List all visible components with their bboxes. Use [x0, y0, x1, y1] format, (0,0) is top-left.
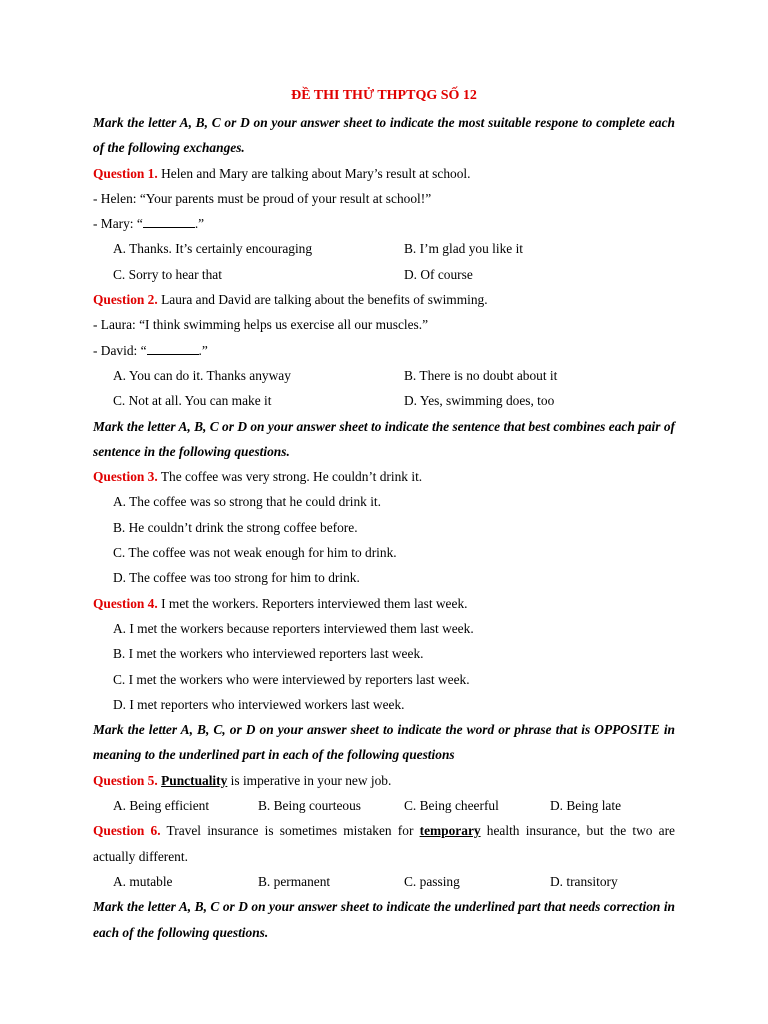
question-3-text: The coffee was very strong. He couldn’t drink it. — [160, 469, 423, 485]
answer-blank — [143, 215, 195, 228]
question-5-options-row — [93, 793, 675, 818]
question-1-options-row-2 — [93, 262, 675, 287]
question-6-stem — [93, 818, 675, 869]
question-5-label: Question 5. — [93, 772, 158, 788]
option-b[interactable]: B. permanent — [258, 873, 331, 889]
option-c[interactable]: C. I met the workers who were interviewed by reporters last week. — [113, 671, 470, 687]
option-a[interactable]: A. The coffee was so strong that he could drink it. — [113, 494, 382, 510]
option-d[interactable]: D. Being late — [550, 798, 622, 814]
option-b[interactable]: B. There is no doubt about it — [404, 367, 558, 383]
option-c[interactable]: C. The coffee was not weak enough for him to drink. — [113, 545, 397, 561]
answer-blank — [147, 342, 199, 355]
option-d[interactable]: D. Yes, swimming does, too — [404, 393, 555, 409]
option-c[interactable]: C. Sorry to hear that — [113, 266, 222, 282]
exam-title: ĐỀ THI THỬ THPTQG SỐ 12 — [291, 88, 477, 103]
question-2-stem — [93, 287, 675, 312]
option-a[interactable]: A. I met the workers because reporters interviewed them last week. — [113, 620, 474, 636]
question-6-text-before: Travel insurance is sometimes mistaken for — [166, 823, 420, 839]
question-4-text: I met the workers. Reporters interviewed them last week. — [161, 595, 468, 611]
question-4-stem — [93, 591, 675, 616]
question-3-label: Question 3. — [93, 469, 158, 485]
option-c[interactable]: C. passing — [404, 873, 460, 889]
question-6-underlined-word: temporary — [419, 823, 481, 839]
option-d[interactable]: D. The coffee was too strong for him to drink. — [113, 570, 360, 586]
question-6-text-after: health insurance, but the two are actually different. — [93, 823, 675, 864]
question-2-options-row-2 — [93, 388, 675, 413]
question-2-text: Laura and David are talking about the benefits of swimming. — [161, 292, 488, 308]
section-1-directive: Mark the letter A, B, C or D on your answer sheet to indicate the most suitable respone to complete each of the following exchanges. — [93, 115, 675, 156]
question-5-underlined-word: Punctuality — [161, 772, 228, 788]
option-a[interactable]: A. Being efficient — [113, 798, 210, 814]
exam-page — [93, 86, 675, 945]
option-d[interactable]: D. transitory — [550, 873, 618, 889]
dialog-prefix: - Mary: “ — [93, 216, 143, 232]
option-d[interactable]: D. Of course — [404, 266, 473, 282]
option-a[interactable]: A. mutable — [113, 873, 173, 889]
question-5-text: is imperative in your new job. — [227, 772, 392, 788]
option-a[interactable]: A. You can do it. Thanks anyway — [113, 367, 291, 383]
question-1-dialog-line-1: - Helen: “Your parents must be proud of your result at school!” — [93, 190, 432, 206]
option-b[interactable]: B. Being courteous — [258, 798, 362, 814]
section-2-directive: Mark the letter A, B, C or D on your answer sheet to indicate the sentence that best combines each pair of sentence in the following questions. — [93, 418, 675, 459]
question-4-label: Question 4. — [93, 595, 158, 611]
question-1-label: Question 1. — [93, 165, 158, 181]
question-1-options-row-1 — [93, 236, 675, 261]
question-2-label: Question 2. — [93, 292, 158, 308]
option-c[interactable]: C. Not at all. You can make it — [113, 393, 272, 409]
question-3-stem — [93, 464, 675, 489]
option-d[interactable]: D. I met reporters who interviewed workers last week. — [113, 696, 405, 712]
question-2-dialog-line-1: - Laura: “I think swimming helps us exercise all our muscles.” — [93, 317, 429, 333]
option-a[interactable]: A. Thanks. It’s certainly encouraging — [113, 241, 313, 257]
option-b[interactable]: B. I’m glad you like it — [404, 241, 524, 257]
question-2-options-row-1 — [93, 363, 675, 388]
question-1-stem — [93, 161, 675, 186]
question-1-dialog-line-2 — [93, 211, 675, 236]
section-3-directive: Mark the letter A, B, C, or D on your answer sheet to indicate the word or phrase that is OPPOSITE in meaning to the underlined part in each of the following questions — [93, 722, 675, 763]
question-6-options-row — [93, 869, 675, 894]
question-2-dialog-line-2 — [93, 338, 675, 363]
question-6-label: Question 6. — [93, 823, 161, 839]
option-c[interactable]: C. Being cheerful — [404, 798, 499, 814]
question-1-text: Helen and Mary are talking about Mary’s result at school. — [161, 165, 471, 181]
dialog-suffix: .” — [198, 342, 208, 358]
section-4-directive: Mark the letter A, B, C or D on your answer sheet to indicate the underlined part that needs correction in each of the following questions. — [93, 899, 675, 940]
dialog-suffix: .” — [194, 216, 205, 232]
question-5-stem — [93, 768, 675, 793]
dialog-prefix: - David: “ — [93, 342, 147, 358]
option-b[interactable]: B. I met the workers who interviewed reporters last week. — [113, 646, 424, 662]
option-b[interactable]: B. He couldn’t drink the strong coffee before. — [113, 519, 358, 535]
